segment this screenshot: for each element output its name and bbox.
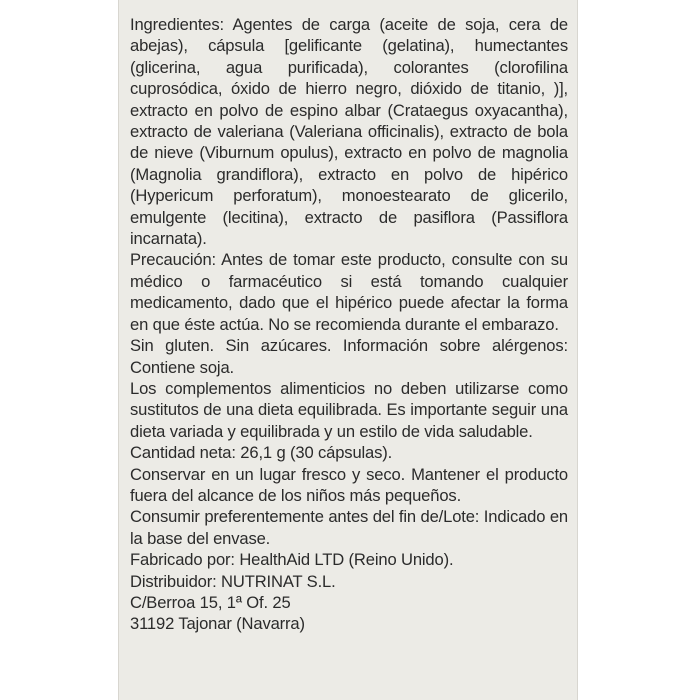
net-quantity-text: Cantidad neta: 26,1 g (30 cápsulas). [130, 443, 393, 463]
distributor-street: C/Berroa 15, 1ª Of. 25 [130, 592, 291, 612]
manufacturer-text: Fabricado por: HealthAid LTD (Reino Unido). [130, 550, 454, 570]
distributor-city: 31192 Tajonar (Navarra) [130, 614, 305, 634]
best-before-text: Consumir preferentemente antes del fin de/Lote: Indicado en la base del envase. [130, 507, 568, 548]
distributor-name: Distribuidor: NUTRINAT S.L. [130, 571, 336, 591]
ingredients-text: Ingredientes: Agentes de carga (aceite de soja, cera de abejas), cápsula [gelificante (gelatina), humectantes (glicerina, agua purificada), colorantes (clorofilina cuprosódica, óxido de hierro negro, dióxido de titanio, )], extracto en polvo de espino albar (Crataegus oxyacantha), extracto de valeriana (Valeriana officinalis), extracto de bola de nieve (Viburnum opulus), extracto en polvo de magnolia (Magnolia grandiflora), extracto en polvo de hipérico (Hypericum perforatum), monoestearato de glicerilo, emulgente (lecitina), extracto de pasiflora (Passiflora incarnata). [130, 15, 568, 249]
allergen-info-text: Sin gluten. Sin azúcares. Información sobre alérgenos: Contiene soja. [130, 336, 568, 377]
distributor-block [130, 571, 568, 635]
precaution-text: Precaución: Antes de tomar este producto, consulte con su médico o farmacéutico si está tomando cualquier medicamento, dado que el hipérico puede afectar la forma en que éste actúa. No se recomienda durante el embarazo. [130, 250, 568, 334]
supplements-note-text: Los complementos alimenticios no deben utilizarse como sustitutos de una dieta equilibrada. Es importante seguir una dieta variada y equilibrada y un estilo de vida saludable. [130, 378, 568, 441]
storage-text: Conservar en un lugar fresco y seco. Mantener el producto fuera del alcance de los niños más pequeños. [130, 464, 568, 505]
label-text-block [130, 14, 568, 635]
